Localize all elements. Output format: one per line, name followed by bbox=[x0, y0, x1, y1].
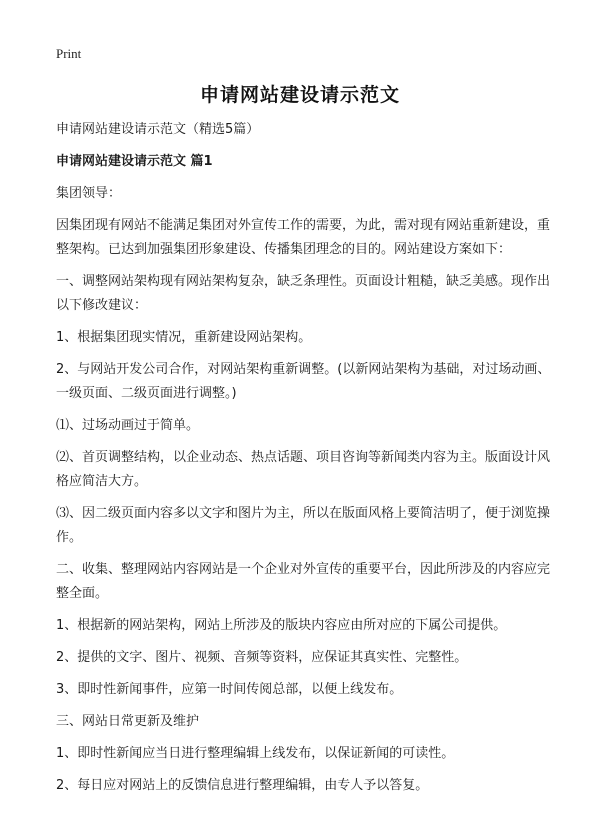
body-paragraph: 3、即时性新闻事件，应第一时间传阅总部，以便上线发布。 bbox=[56, 682, 403, 697]
body-paragraph: ⑶、因二级页面内容多以文字和图片为主，所以在版面风格上要简洁明了，便于浏览操作。 bbox=[56, 506, 551, 545]
document-title: 申请网站建设请示范文 bbox=[199, 84, 400, 106]
body-paragraph: ⑵、首页调整结构，以企业动态、热点话题、项目咨询等新闻类内容为主。版面设计风格应简洁大方。 bbox=[56, 450, 551, 489]
body-paragraph: ⑴、过场动画过于简单。 bbox=[56, 418, 200, 433]
body-paragraph: 一、调整网站架构现有网站架构复杂，缺乏条理性。页面设计粗糙，缺乏美感。现作出以下修改建议： bbox=[56, 274, 551, 313]
body-paragraph: 因集团现有网站不能满足集团对外宣传工作的需要，为此，需对现有网站重新建设，重整架构。已达到加强集团形象建设、传播集团理念的目的。网站建设方案如下： bbox=[56, 218, 551, 257]
body-paragraph: 1、根据新的网站架构，网站上所涉及的版块内容应由所对应的下属公司提供。 bbox=[56, 618, 507, 633]
section-heading: 申请网站建设请示范文 篇1 bbox=[56, 154, 213, 169]
body-paragraph: 1、即时性新闻应当日进行整理编辑上线发布，以保证新闻的可读性。 bbox=[56, 746, 455, 761]
body-paragraph: 二、收集、整理网站内容网站是一个企业对外宣传的重要平台，因此所涉及的内容应完整全面。 bbox=[56, 562, 551, 601]
salutation-paragraph: 集团领导： bbox=[56, 186, 122, 201]
body-paragraph: 2、与网站开发公司合作，对网站架构重新调整。(以新网站架构为基础，对过场动画、一级页面、二级页面进行调整。) bbox=[56, 362, 551, 401]
body-paragraph: 三、网站日常更新及维护 bbox=[56, 714, 200, 729]
body-paragraph: 2、提供的文字、图片、视频、音频等资料，应保证其真实性、完整性。 bbox=[56, 650, 468, 665]
print-label: Print bbox=[56, 46, 82, 61]
subtitle-paragraph: 申请网站建设请示范文（精选5篇） bbox=[56, 122, 260, 137]
body-paragraph: 1、根据集团现实情况，重新建设网站架构。 bbox=[56, 330, 312, 345]
document-body bbox=[56, 118, 556, 806]
body-paragraph: 2、每日应对网站上的反馈信息进行整理编辑，由专人予以答复。 bbox=[56, 778, 429, 793]
